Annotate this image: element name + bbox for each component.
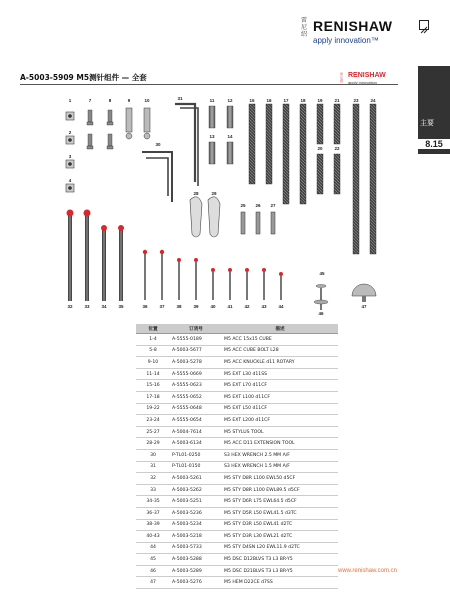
- cell-position: 5-8: [136, 345, 170, 357]
- figure-label: 7: [88, 98, 92, 103]
- extension-tools: [190, 197, 220, 237]
- figure-label: 36: [142, 304, 148, 309]
- table-row: [136, 426, 338, 438]
- table-row: [136, 345, 338, 357]
- table-row: [136, 542, 338, 554]
- page-number: 8.15: [418, 139, 450, 149]
- figure-label: 19: [317, 98, 323, 103]
- figure-label: 17: [283, 98, 289, 103]
- table-row: [136, 438, 338, 450]
- stylus-kit-illustration: [40, 90, 400, 318]
- cell-position: 30: [136, 449, 170, 461]
- cell-part-number: A-5003-6134: [170, 438, 222, 450]
- figure-label: 24: [370, 98, 376, 103]
- figure-label: 10: [144, 98, 150, 103]
- figure-label: 37: [159, 304, 165, 309]
- cell-position: 19-22: [136, 403, 170, 415]
- cell-position: 31: [136, 461, 170, 473]
- figure-label: 8: [108, 98, 112, 103]
- cell-description: M5 ACC D11 EXTENSION TOOL: [222, 438, 338, 450]
- cell-description: M5 EXT L200 d11CF: [222, 415, 338, 427]
- cell-part-number: A-5555-0623: [170, 380, 222, 392]
- cell-description: M5 EXT L30 d11SS: [222, 368, 338, 380]
- cell-description: M5 EXT L70 d11CF: [222, 380, 338, 392]
- cell-description: M5 DSC D21BLVS T3 L3 BR-Y5: [222, 565, 338, 577]
- cell-part-number: A-5555-0669: [170, 368, 222, 380]
- cell-position: 47: [136, 577, 170, 589]
- cell-description: M5 STYLUS TOOL: [222, 426, 338, 438]
- table-row: [136, 368, 338, 380]
- figure-label: 33: [84, 304, 90, 309]
- figure-label: 35: [118, 304, 124, 309]
- cell-position: 9-10: [136, 357, 170, 369]
- cell-part-number: A-5004-7614: [170, 426, 222, 438]
- cell-position: 1-4: [136, 334, 170, 346]
- stylus-tools: [241, 212, 275, 234]
- cell-position: 11-14: [136, 368, 170, 380]
- table-row: [136, 531, 338, 543]
- figure-label: 39: [193, 304, 199, 309]
- cell-part-number: A-5003-5276: [170, 577, 222, 589]
- cube-1: [66, 112, 74, 120]
- table-body: [136, 334, 338, 589]
- table-row: [136, 334, 338, 346]
- cell-description: M5 ACC CUBE BOLT L28: [222, 345, 338, 357]
- cell-part-number: A-5003-5262: [170, 484, 222, 496]
- cell-description: M5 STY D5R L50 EWL41.5 d3TC: [222, 507, 338, 519]
- cell-position: 28-29: [136, 438, 170, 450]
- cell-part-number: P-TL01-0150: [170, 461, 222, 473]
- figure-label: 12: [227, 98, 233, 103]
- figure-label: 29: [211, 191, 217, 196]
- table-row: [136, 554, 338, 566]
- cell-description: M5 STY D4SN L20 EWL11.9 d2TC: [222, 542, 338, 554]
- cell-part-number: A-5003-5288: [170, 554, 222, 566]
- figure-label: 43: [261, 304, 267, 309]
- figure-label: 2: [68, 130, 72, 135]
- table-row: [136, 449, 338, 461]
- figure-label: 46: [318, 311, 324, 316]
- column-header-position: 位置: [136, 324, 170, 334]
- figure-label: 26: [255, 203, 261, 208]
- cell-description: M5 STY D3R L50 EWL41 d2TC: [222, 519, 338, 531]
- cell-part-number: A-5003-5251: [170, 496, 222, 508]
- parts-drawing: [40, 90, 400, 318]
- cell-position: 45: [136, 554, 170, 566]
- cell-description: M5 ACC 15x15 CUBE: [222, 334, 338, 346]
- cell-position: 44: [136, 542, 170, 554]
- cell-position: 25-27: [136, 426, 170, 438]
- table-row: [136, 473, 338, 485]
- cell-position: 23-24: [136, 415, 170, 427]
- figure-label: 40: [210, 304, 216, 309]
- cell-position: 32: [136, 473, 170, 485]
- figure-label: 45: [319, 271, 325, 276]
- mini-renishaw-logo: [340, 72, 400, 86]
- website-link[interactable]: www.renishaw.com.cn: [338, 568, 398, 574]
- cell-part-number: A-5003-5289: [170, 565, 222, 577]
- mini-logo-tagline: apply innovation: [348, 80, 377, 85]
- cell-position: 36-37: [136, 507, 170, 519]
- cell-position: 40-43: [136, 531, 170, 543]
- cell-position: 15-16: [136, 380, 170, 392]
- cell-part-number: A-5003-5261: [170, 473, 222, 485]
- cell-part-number: A-5003-5236: [170, 507, 222, 519]
- cell-part-number: A-5003-5677: [170, 345, 222, 357]
- table-header-row: [136, 324, 338, 334]
- figure-label: 44: [278, 304, 284, 309]
- hex-wrench-30: [142, 152, 172, 202]
- cell-description: M5 DSC D12BLVS T3 L3 BR-Y5: [222, 554, 338, 566]
- table-row: [136, 380, 338, 392]
- cell-part-number: A-5555-0654: [170, 415, 222, 427]
- figure-label: 34: [101, 304, 107, 309]
- figure-label: 28: [193, 191, 199, 196]
- parts-table: [136, 324, 338, 589]
- cell-description: S3 HEX WRENCH 1.5 MM A/F: [222, 461, 338, 473]
- table-row: [136, 507, 338, 519]
- logo-tagline: apply innovation™: [313, 36, 379, 45]
- disc-styli: [314, 285, 328, 311]
- page-title: A-5003-5909 M5测针组件 — 全套: [20, 73, 147, 82]
- figure-label: 1: [68, 98, 72, 103]
- cell-position: 17-18: [136, 391, 170, 403]
- cell-part-number: A-5555-0652: [170, 391, 222, 403]
- cell-position: 33: [136, 484, 170, 496]
- logo-square-icon: [419, 20, 429, 30]
- cell-description: M5 STY D8R L100 EWL50 d5CF: [222, 473, 338, 485]
- cell-part-number: A-5003-5733: [170, 542, 222, 554]
- figure-label: 32: [67, 304, 73, 309]
- cell-description: M5 HEM D22CE d7SS: [222, 577, 338, 589]
- figure-label: 47: [361, 304, 367, 309]
- figure-label: 9: [127, 98, 131, 103]
- logo-chinese-text: 雷尼绍: [301, 17, 308, 38]
- section-tab-label: 主要: [420, 119, 434, 127]
- cube-2: [66, 136, 74, 144]
- figure-label: 42: [244, 304, 250, 309]
- cube-3: [66, 160, 74, 168]
- mini-logo-chinese: 雷尼绍: [340, 72, 344, 83]
- figure-label: 38: [176, 304, 182, 309]
- cell-part-number: A-5003-5234: [170, 519, 222, 531]
- cell-part-number: P-TL01-0250: [170, 449, 222, 461]
- hex-wrench-31: [175, 104, 198, 186]
- large-styli: [67, 210, 125, 302]
- table-row: [136, 357, 338, 369]
- figure-label: 31: [177, 96, 183, 101]
- table-row: [136, 415, 338, 427]
- cell-description: M5 EXT L100 d11CF: [222, 391, 338, 403]
- figure-label: 18: [300, 98, 306, 103]
- table-row: [136, 461, 338, 473]
- logo-wordmark: RENISHAW: [313, 18, 393, 34]
- cell-description: M5 STY D8R L100 EWL89.5 d5CF: [222, 484, 338, 496]
- cell-part-number: A-5555-0189: [170, 334, 222, 346]
- figure-label: 27: [270, 203, 276, 208]
- figure-label: 25: [240, 203, 246, 208]
- figure-label: 21: [334, 98, 340, 103]
- cell-description: M5 STY D3R L30 EWL21 d2TC: [222, 531, 338, 543]
- figure-label: 30: [155, 142, 161, 147]
- figure-label: 3: [68, 154, 72, 159]
- cell-description: S3 HEX WRENCH 2.5 MM A/F: [222, 449, 338, 461]
- table-row: [136, 484, 338, 496]
- figure-label: 11: [209, 98, 215, 103]
- carbon-extensions: [249, 104, 376, 254]
- cell-part-number: A-5003-5218: [170, 531, 222, 543]
- column-header-part-number: 订货号: [170, 324, 222, 334]
- table-row: [136, 519, 338, 531]
- cell-description: M5 ACC KNUCKLE d11 ROTARY: [222, 357, 338, 369]
- table-row: [136, 496, 338, 508]
- figure-label: 14: [227, 134, 233, 139]
- cube-bolts: [87, 110, 113, 149]
- figure-label: 13: [209, 134, 215, 139]
- table-row: [136, 403, 338, 415]
- cell-description: M5 STY D6R L75 EWL64.5 d5CF: [222, 496, 338, 508]
- mini-logo-wordmark: RENISHAW: [348, 72, 386, 79]
- knuckle-joints: [126, 108, 150, 139]
- figure-label: 23: [353, 98, 359, 103]
- table-row: [136, 565, 338, 577]
- renishaw-logo: [300, 12, 450, 52]
- table-row: [136, 391, 338, 403]
- cell-part-number: A-5003-5278: [170, 357, 222, 369]
- cell-position: 38-39: [136, 519, 170, 531]
- figure-label: 41: [227, 304, 233, 309]
- column-header-description: 描述: [222, 324, 338, 334]
- cube-4: [66, 184, 74, 192]
- figure-label: 15: [249, 98, 255, 103]
- cell-position: 46: [136, 565, 170, 577]
- cell-description: M5 EXT L50 d11CF: [222, 403, 338, 415]
- figure-label: 20: [317, 146, 323, 151]
- figure-label: 22: [334, 146, 340, 151]
- table-row: [136, 577, 338, 589]
- cell-position: 34-35: [136, 496, 170, 508]
- figure-label: 4: [68, 178, 72, 183]
- cell-part-number: A-5555-0648: [170, 403, 222, 415]
- small-styli: [143, 250, 283, 300]
- figure-label: 16: [266, 98, 272, 103]
- hemisphere-stylus: [352, 284, 376, 302]
